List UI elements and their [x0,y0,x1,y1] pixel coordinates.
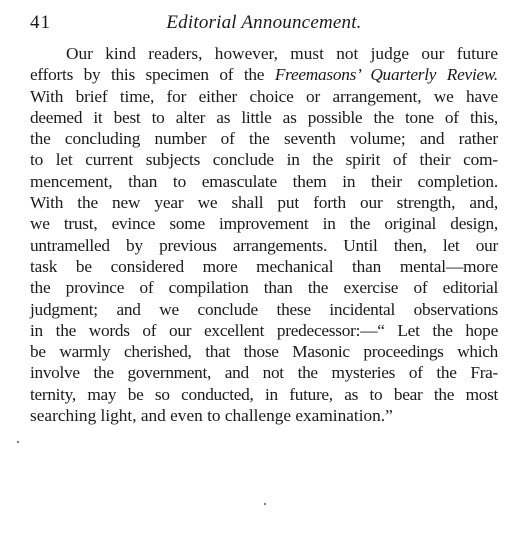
body-paragraph [30,43,498,426]
running-title: Editorial Announcement. [166,12,362,33]
text-line: searching light, and even to challenge examination.” [30,406,393,426]
text-line: the province of compilation than the exercise of editorial [30,278,498,298]
text-line: involve the government, and not the mysteries of the Fra- [30,363,498,383]
text-line: mencement, than to emasculate them in their completion. [30,171,498,191]
page-header [30,12,498,38]
text-line: With brief time, for either choice or arrangement, we have [30,86,498,106]
paper-speck [17,441,19,443]
text-line: task be considered more mechanical than mental—more [30,256,498,276]
text-line: efforts by this specimen of the Freemasons’ Quarterly Review. [30,65,498,85]
text-line: judgment; and we conclude these incidental observations [30,299,498,319]
paper-speck [264,503,266,505]
text-line: ternity, may be so conducted, in future, as to bear the most [30,384,498,404]
text-line: deemed it best to alter as little as possible the tone of this, [30,107,498,127]
text-line: we trust, evince some improvement in the original design, [30,214,498,234]
text-line: With the new year we shall put forth our strength, and, [30,193,498,213]
text-line: Our kind readers, however, must not judge our future [66,44,498,63]
page-number: 41 [30,12,51,33]
journal-title: Freemasons’ Quarterly Review. [274,65,498,85]
text-line: untramelled by previous arrangements. Until then, let our [30,235,498,255]
text-line: in the words of our excellent predecessor:—“ Let the hope [30,320,498,340]
text-line: to let current subjects conclude in the spirit of their com- [30,150,498,170]
text-line: be warmly cherished, that those Masonic proceedings which [30,342,498,362]
text-line: the concluding number of the seventh volume; and rather [30,129,498,149]
